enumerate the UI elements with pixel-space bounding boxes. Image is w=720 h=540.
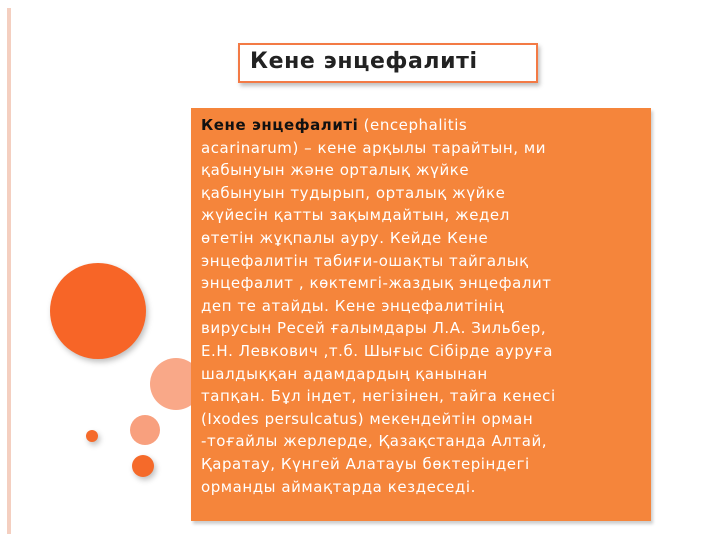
content-text-box [191, 108, 651, 521]
text-line: орманды аймақтарда кездеседі. [201, 477, 476, 496]
text-line: қабынуын тудырып, орталық жүйке [201, 183, 506, 202]
term-heading: Кене энцефалиті [201, 116, 359, 134]
text-line: өтетін жұқпалы ауру. Кейде Кене [201, 228, 489, 247]
text-line: -тоғайлы жерлерде, Қазақстанда Алтай, [201, 432, 548, 451]
slide-title: Кене энцефалиті [238, 43, 538, 83]
decorative-circle-tiny [86, 430, 98, 442]
text-line: қабынуын және орталық жүйке [201, 161, 470, 180]
text-line: энцефалитін табиғи-ошақты тайгалық [201, 251, 529, 270]
decorative-circle-small [132, 455, 154, 477]
term-latin: (encephalitis [358, 116, 468, 134]
decorative-edge-line [7, 8, 11, 534]
text-line: acarinarum) – кене арқылы тарайтын, ми [201, 138, 547, 157]
decorative-circle-large [50, 263, 146, 359]
text-line: шалдыққан адамдардың қанынан [201, 364, 488, 383]
text-line: Е.Н. Левкович ,т.б. Шығыс Сібірде ауруға [201, 341, 553, 360]
text-line: деп те атайды. Кене энцефалитінің [201, 296, 504, 315]
text-line: жүйесін қатты зақымдайтын, жедел [201, 206, 510, 225]
text-line: Қаратау, Күнгей Алатауы бөктеріндегі [201, 454, 530, 473]
text-line: энцефалит , көктемгі-жаздық энцефалит [201, 274, 552, 293]
text-line: вирусын Ресей ғалымдары Л.А. Зильбер, [201, 319, 547, 338]
text-line: (Ixodes persulcatus) мекендейтін орман [201, 409, 534, 428]
text-line [201, 114, 645, 137]
text-line: тапқан. Бұл індет, негізінен, тайга кенесі [201, 387, 556, 406]
decorative-circle-small [130, 415, 160, 445]
